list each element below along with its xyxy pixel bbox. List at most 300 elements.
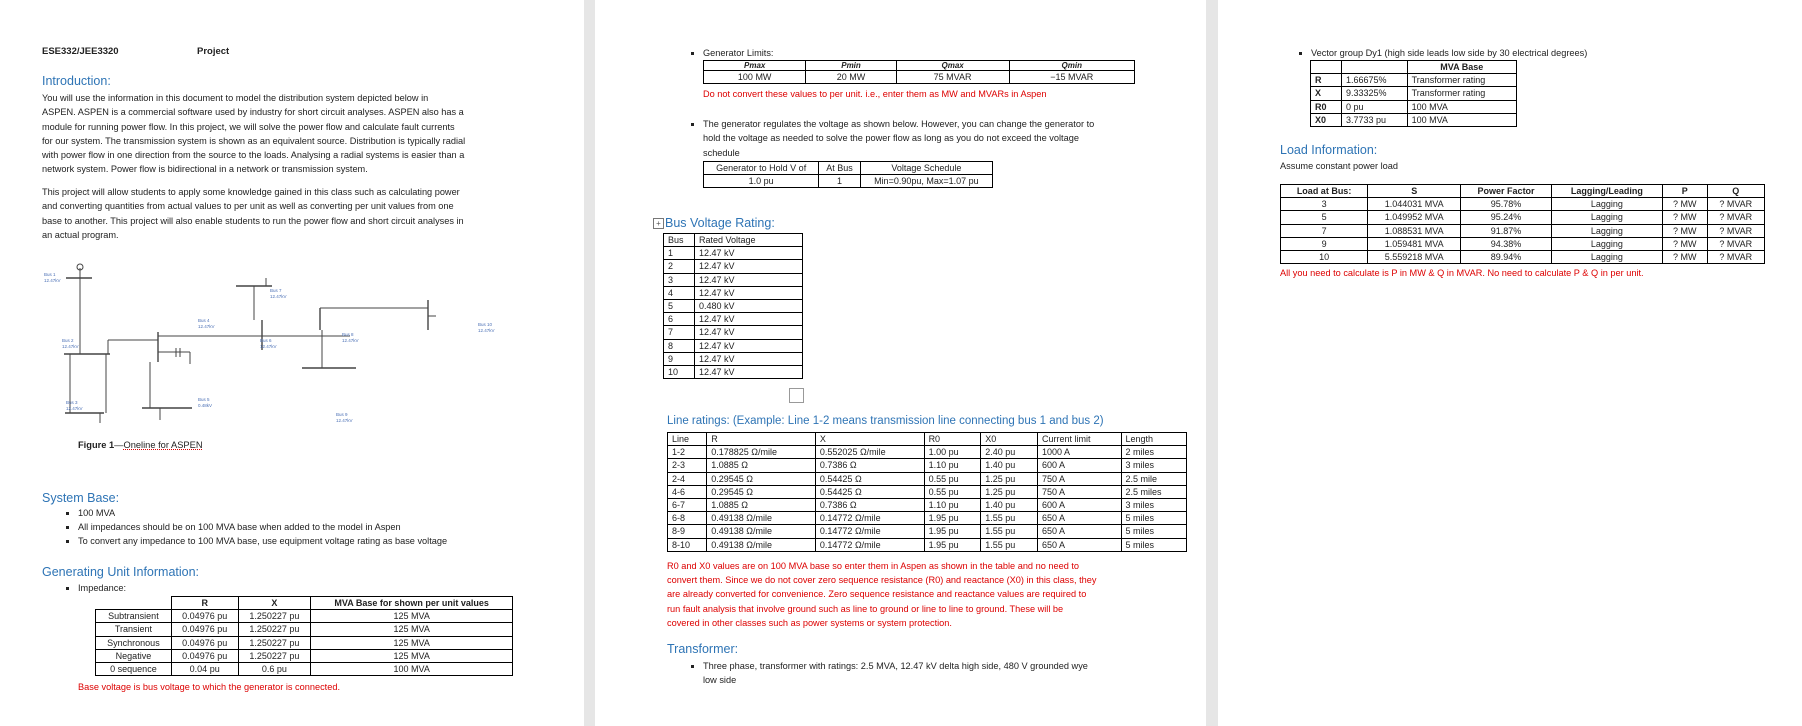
- table-cell: ? MVAR: [1707, 198, 1764, 211]
- table-cell: 3 miles: [1121, 459, 1186, 472]
- table-cell: 95.78%: [1461, 198, 1552, 211]
- regulate-line: schedule: [703, 147, 740, 158]
- page-2: [595, 0, 1206, 726]
- table-header-cell: Voltage Schedule: [860, 162, 992, 175]
- table-cell: 2-3: [668, 459, 707, 472]
- table-cell: 0.29545 Ω: [707, 485, 816, 498]
- table-cell: Transformer rating: [1407, 87, 1516, 100]
- transformer-list: [685, 659, 1195, 688]
- table-header-cell: Q: [1707, 185, 1764, 198]
- table-cell: 4-6: [668, 485, 707, 498]
- bus10-label: Bus 10: [478, 322, 493, 327]
- table-cell: 12.47 kV: [695, 339, 803, 352]
- table-cell: 10: [1281, 250, 1368, 263]
- transformer-text: [703, 659, 1195, 688]
- table-cell: 1.00 pu: [924, 446, 981, 459]
- regulate-list: [685, 117, 1185, 160]
- table-cell: 0.6 pu: [238, 662, 311, 675]
- table-cell: 0 sequence: [96, 662, 172, 675]
- table-cell: 7: [1281, 224, 1368, 237]
- table-cell: Lagging: [1551, 224, 1662, 237]
- table-cell: 9.33325%: [1342, 87, 1408, 100]
- table-cell: Lagging: [1551, 237, 1662, 250]
- table-cell: ? MW: [1662, 250, 1707, 263]
- table-row: [96, 649, 513, 662]
- bus-voltage-table: [663, 233, 803, 379]
- line-note-line: covered in other classes such as power systems or system protection.: [667, 617, 952, 628]
- table-cell: −15 MVAR: [1009, 71, 1134, 84]
- table-cell: 89.94%: [1461, 250, 1552, 263]
- bus5-kv: 0.48kV: [198, 403, 213, 408]
- table-cell: 1.044031 MVA: [1368, 198, 1461, 211]
- table-cell: 95.24%: [1461, 211, 1552, 224]
- line-note-line: R0 and X0 values are on 100 MVA base so enter them in Aspen as shown in the table and no need to: [667, 561, 1080, 571]
- bus-table-wrap: [663, 233, 803, 379]
- table-row: [96, 662, 513, 675]
- table-cell: 12.47 kV: [695, 313, 803, 326]
- table-cell: 1.0 pu: [704, 175, 819, 188]
- table-cell: 3.7733 pu: [1342, 113, 1408, 126]
- table-header-cell: Power Factor: [1461, 185, 1552, 198]
- intro-line: module for running power flow. In this project, we will solve the power flow and calculate fault currents: [42, 121, 455, 132]
- table-header-cell: Rated Voltage: [695, 234, 803, 247]
- table-row: [1281, 250, 1765, 263]
- system-base-item: ▪ To convert any impedance to 100 MVA base, use equipment voltage rating as base voltage: [78, 534, 580, 548]
- table-cell: 1: [819, 175, 860, 188]
- table-cell: 5 miles: [1121, 512, 1186, 525]
- table-cell: 2-4: [668, 472, 707, 485]
- table-cell: ? MW: [1662, 224, 1707, 237]
- table-cell: 0.04976 pu: [171, 636, 238, 649]
- load-note: All you need to calculate is P in MW & Q in MVAR. No need to calculate P & Q in per unit.: [1280, 268, 1644, 278]
- table-row: [668, 472, 1187, 485]
- table-header-cell: P: [1662, 185, 1707, 198]
- table-cell: Lagging: [1551, 211, 1662, 224]
- table-cell: 12.47 kV: [695, 286, 803, 299]
- table-cell: 750 A: [1037, 472, 1121, 485]
- table-header-cell: [1342, 61, 1408, 74]
- impedance-label: ▪ Impedance:: [78, 581, 126, 595]
- table-cell: 0.14772 Ω/mile: [815, 538, 924, 551]
- table-row: [1281, 224, 1765, 237]
- table-cell: ? MVAR: [1707, 224, 1764, 237]
- table-cell: 0 pu: [1342, 100, 1408, 113]
- table-header-row: [96, 597, 513, 610]
- table-header-cell: R: [171, 597, 238, 610]
- table-row: [668, 485, 1187, 498]
- table-cell: 75 MVAR: [896, 71, 1009, 84]
- generator-base-note: Base voltage is bus voltage to which the generator is connected.: [78, 682, 341, 692]
- project-line: and converting quantities from actual values to per unit as well as converting per unit values from one: [42, 201, 454, 212]
- page-3: [1218, 0, 1802, 726]
- table-cell: 8-10: [668, 538, 707, 551]
- table-cell: 8-9: [668, 525, 707, 538]
- line-note-line: run fault analysis that involve ground such as line to ground or line to line to ground. These will be: [667, 603, 1064, 614]
- table-cell: 12.47 kV: [695, 365, 803, 378]
- table-cell: 100 MVA: [1407, 113, 1516, 126]
- table-cell: 9: [664, 352, 695, 365]
- bus7-kv: 12.47kV: [270, 294, 287, 299]
- project-paragraph: [42, 185, 577, 242]
- intro-line: for our system. The transmission system is shown as an equivalent source. Distribution is typically radial: [42, 135, 466, 146]
- table-cell: 0.178825 Ω/mile: [707, 446, 816, 459]
- regulate-line: ▪ The generator regulates the voltage as shown below. However, you can change the generator to: [703, 119, 1095, 129]
- bus9-kv: 12.47kV: [336, 418, 353, 423]
- table-cell: 5: [664, 299, 695, 312]
- figure-caption: Figure 1—Oneline for ASPEN: [78, 440, 203, 450]
- table-header-cell: Qmin: [1009, 61, 1134, 71]
- table-row: [664, 365, 803, 378]
- table-cell: 5 miles: [1121, 538, 1186, 551]
- table-cell: 125 MVA: [311, 649, 513, 662]
- table-row: [668, 498, 1187, 511]
- table-cell: X: [1311, 87, 1342, 100]
- table-header-cell: Pmax: [704, 61, 806, 71]
- intro-line: ASPEN. ASPEN is a commercial software used by industry for short circuit analyses. ASPEN also has a: [42, 107, 464, 118]
- table-cell: 1.250227 pu: [238, 649, 311, 662]
- table-cell: ? MW: [1662, 211, 1707, 224]
- table-cell: 2.5 miles: [1121, 485, 1186, 498]
- table-cell: Min=0.90pu, Max=1.07 pu: [860, 175, 992, 188]
- regulate-text: [703, 117, 1185, 160]
- transformer-heading: Transformer:: [667, 642, 739, 656]
- table-cell: 600 A: [1037, 498, 1121, 511]
- intro-heading: Introduction:: [42, 74, 111, 88]
- table-cell: Transient: [96, 623, 172, 636]
- table-cell: 1.66675%: [1342, 74, 1408, 87]
- intro-line: You will use the information in this document to model the distribution system depicted below in: [42, 93, 429, 103]
- table-cell: 1.059481 MVA: [1368, 237, 1461, 250]
- table-cell: 125 MVA: [311, 636, 513, 649]
- table-cell: 0.7386 Ω: [815, 459, 924, 472]
- table-header-cell: Line: [668, 433, 707, 446]
- table-cell: 1.95 pu: [924, 538, 981, 551]
- project-line: This project will allow students to apply some knowledge gained in this class such as calculating power: [42, 187, 460, 197]
- table-row: [668, 538, 1187, 551]
- table-resize-handle[interactable]: [789, 388, 804, 403]
- table-cell: 1.049952 MVA: [1368, 211, 1461, 224]
- table-cell: 1.250227 pu: [238, 623, 311, 636]
- table-cell: 1.25 pu: [981, 472, 1038, 485]
- table-cell: 94.38%: [1461, 237, 1552, 250]
- table-cell: Subtransient: [96, 610, 172, 623]
- table-cell: 1.10 pu: [924, 459, 981, 472]
- table-header-cell: Pmin: [806, 61, 896, 71]
- bus3-label: Bus 3: [66, 400, 78, 405]
- load-information-table: [1280, 184, 1765, 264]
- table-row: [664, 273, 803, 286]
- table-cell: 0.49138 Ω/mile: [707, 525, 816, 538]
- table-header-cell: At Bus: [819, 162, 860, 175]
- table-cell: 0.04976 pu: [171, 610, 238, 623]
- xfmr-table-wrap: [1310, 60, 1517, 127]
- table-row: [1311, 87, 1517, 100]
- table-cell: 20 MW: [806, 71, 896, 84]
- table-cell: 1.088531 MVA: [1368, 224, 1461, 237]
- table-cell: 1.55 pu: [981, 525, 1038, 538]
- table-cell: 0.49138 Ω/mile: [707, 512, 816, 525]
- table-cell: 1.40 pu: [981, 459, 1038, 472]
- table-cell: 3: [1281, 198, 1368, 211]
- project-label: Project: [197, 46, 230, 57]
- table-header-cell: X0: [981, 433, 1038, 446]
- table-cell: 0.480 kV: [695, 299, 803, 312]
- line-ratings-note: [667, 559, 1187, 630]
- table-cell: 0.14772 Ω/mile: [815, 525, 924, 538]
- table-cell: 100 MVA: [311, 662, 513, 675]
- table-row: [668, 459, 1187, 472]
- load-table-wrap: [1280, 184, 1765, 264]
- table-cell: 1.0885 Ω: [707, 459, 816, 472]
- project-line: an actual program.: [42, 229, 119, 240]
- gen-limits-note: Do not convert these values to per unit. i.e., enter them as MW and MVARs in Aspen: [703, 89, 1047, 99]
- table-header-cell: [96, 597, 172, 610]
- intro-paragraph: [42, 91, 577, 177]
- table-row: [1311, 74, 1517, 87]
- generator-impedance-table-wrap: [95, 596, 513, 676]
- table-cell: 0.04 pu: [171, 662, 238, 675]
- table-cell: Synchronous: [96, 636, 172, 649]
- table-cell: R0: [1311, 100, 1342, 113]
- table-cell: 100 MW: [704, 71, 806, 84]
- table-cell: ? MVAR: [1707, 250, 1764, 263]
- table-cell: 5: [1281, 211, 1368, 224]
- bus8-label: Bus 8: [342, 332, 354, 337]
- table-cell: 650 A: [1037, 538, 1121, 551]
- table-cell: 2 miles: [1121, 446, 1186, 459]
- table-cell: 6-8: [668, 512, 707, 525]
- transformer-line: ▪ Three phase, transformer with ratings: 2.5 MVA, 12.47 kV delta high side, 480 V grounded wye: [703, 661, 1088, 671]
- table-cell: 91.87%: [1461, 224, 1552, 237]
- bus4-label: Bus 4: [198, 318, 210, 323]
- table-row: [664, 260, 803, 273]
- table-cell: 12.47 kV: [695, 247, 803, 260]
- table-cell: 1: [664, 247, 695, 260]
- project-line: base to another. This project will also enable students to run the power flow and short circuit analyses in: [42, 215, 464, 226]
- table-cell: 12.47 kV: [695, 326, 803, 339]
- system-base-heading: System Base:: [42, 491, 120, 505]
- table-cell: Transformer rating: [1407, 74, 1516, 87]
- table-row: [664, 313, 803, 326]
- bus10-kv: 12.47kV: [478, 328, 495, 333]
- table-row: [664, 299, 803, 312]
- table-cell: 600 A: [1037, 459, 1121, 472]
- line-ratings-heading: Line ratings: (Example: Line 1-2 means transmission line connecting bus 1 and bus 2): [667, 415, 1104, 427]
- table-cell: Lagging: [1551, 250, 1662, 263]
- table-cell: 12.47 kV: [695, 260, 803, 273]
- table-header-cell: Qmax: [896, 61, 1009, 71]
- table-cell: ? MW: [1662, 198, 1707, 211]
- line-table-wrap: [667, 432, 1187, 552]
- table-cell: 5 miles: [1121, 525, 1186, 538]
- table-row: [664, 286, 803, 299]
- table-cell: 1000 A: [1037, 446, 1121, 459]
- table-row: [1281, 211, 1765, 224]
- table-cell: 0.54425 Ω: [815, 472, 924, 485]
- intro-line: with power flow in one direction from the source to the loads. Analysing a radial systems is easier than a: [42, 150, 465, 161]
- table-cell: 1-2: [668, 446, 707, 459]
- table-cell: 6: [664, 313, 695, 326]
- table-row: [1311, 100, 1517, 113]
- table-cell: R: [1311, 74, 1342, 87]
- table-cell: 9: [1281, 237, 1368, 250]
- table-cell: 1.40 pu: [981, 498, 1038, 511]
- course-code: ESE332/JEE3320: [42, 46, 119, 57]
- table-header-cell: R0: [924, 433, 981, 446]
- table-row: [704, 175, 993, 188]
- generating-unit-heading: Generating Unit Information:: [42, 565, 200, 579]
- table-row: [1281, 198, 1765, 211]
- table-header-cell: R: [707, 433, 816, 446]
- system-base-list: [60, 506, 580, 548]
- line-ratings-table: [667, 432, 1187, 552]
- table-cell: 0.14772 Ω/mile: [815, 512, 924, 525]
- system-base-item: ▪ All impedances should be on 100 MVA base when added to the model in Aspen: [78, 520, 580, 534]
- table-row: [664, 339, 803, 352]
- load-assume-text: Assume constant power load: [1280, 161, 1398, 171]
- gen-limits-list: [685, 46, 773, 60]
- bus3-kv: 12.47kV: [66, 406, 83, 411]
- hold-table-wrap: [703, 161, 993, 188]
- load-info-heading: Load Information:: [1280, 143, 1378, 157]
- table-header-row: [668, 433, 1187, 446]
- table-row: [1281, 237, 1765, 250]
- table-header-cell: Length: [1121, 433, 1186, 446]
- bus7-label: Bus 7: [270, 288, 282, 293]
- bus6-label: Bus 6: [260, 338, 272, 343]
- table-cell: 7: [664, 326, 695, 339]
- table-cell: 2.5 mile: [1121, 472, 1186, 485]
- table-row: [96, 636, 513, 649]
- table-row: [664, 247, 803, 260]
- transformer-impedance-table: [1310, 60, 1517, 127]
- voltage-hold-table: [703, 161, 993, 188]
- vector-group-text: ▪ Vector group Dy1 (high side leads low side by 30 electrical degrees): [1311, 46, 1587, 60]
- table-cell: 3 miles: [1121, 498, 1186, 511]
- bus2-label: Bus 2: [62, 338, 74, 343]
- table-cell: 1.250227 pu: [238, 636, 311, 649]
- table-move-handle[interactable]: +: [653, 218, 664, 229]
- table-header-cell: S: [1368, 185, 1461, 198]
- table-row: [704, 71, 1135, 84]
- table-header-row: [1311, 61, 1517, 74]
- table-cell: 0.55 pu: [924, 472, 981, 485]
- transformer-line: low side: [703, 675, 737, 686]
- gen-limits-table: [703, 60, 1135, 84]
- table-header-row: [704, 162, 993, 175]
- table-cell: 2: [664, 260, 695, 273]
- table-row: [96, 623, 513, 636]
- bus5-label: Bus 5: [198, 397, 210, 402]
- table-cell: Lagging: [1551, 198, 1662, 211]
- table-cell: 2.40 pu: [981, 446, 1038, 459]
- table-cell: 0.7386 Ω: [815, 498, 924, 511]
- table-cell: 6-7: [668, 498, 707, 511]
- table-cell: Negative: [96, 649, 172, 662]
- table-cell: 0.04976 pu: [171, 649, 238, 662]
- table-header-cell: X: [815, 433, 924, 446]
- table-cell: 1.250227 pu: [238, 610, 311, 623]
- table-cell: 0.54425 Ω: [815, 485, 924, 498]
- table-header-cell: Generator to Hold V of: [704, 162, 819, 175]
- table-cell: 3: [664, 273, 695, 286]
- table-cell: 650 A: [1037, 512, 1121, 525]
- system-base-item: ▪ 100 MVA: [78, 506, 580, 520]
- table-cell: ? MVAR: [1707, 237, 1764, 250]
- table-cell: 0.04976 pu: [171, 623, 238, 636]
- bus4-kv: 12.47kV: [198, 324, 215, 329]
- table-cell: 125 MVA: [311, 610, 513, 623]
- table-cell: 1.95 pu: [924, 512, 981, 525]
- table-cell: ? MVAR: [1707, 211, 1764, 224]
- bus-voltage-heading: Bus Voltage Rating:: [665, 216, 775, 230]
- table-header-cell: Current limit: [1037, 433, 1121, 446]
- bus1-label: Bus 1: [44, 272, 56, 277]
- gen-limits-table-wrap: [703, 60, 1135, 84]
- table-cell: 5.559218 MVA: [1368, 250, 1461, 263]
- table-cell: 12.47 kV: [695, 273, 803, 286]
- table-cell: 750 A: [1037, 485, 1121, 498]
- bus9-label: Bus 9: [336, 412, 348, 417]
- page-1: [0, 0, 584, 726]
- bus6-kv: 12.47kV: [260, 344, 277, 349]
- table-cell: 0.49138 Ω/mile: [707, 538, 816, 551]
- table-cell: 0.552025 Ω/mile: [815, 446, 924, 459]
- regulate-line: hold the voltage as needed to solve the power flow as long as you do not exceed the voltage: [703, 133, 1079, 144]
- table-row: [1311, 113, 1517, 126]
- table-row: [668, 512, 1187, 525]
- table-cell: 12.47 kV: [695, 352, 803, 365]
- bus2-kv: 12.47kV: [62, 344, 79, 349]
- table-header-cell: X: [238, 597, 311, 610]
- table-cell: 650 A: [1037, 525, 1121, 538]
- table-row: [664, 352, 803, 365]
- table-cell: 0.55 pu: [924, 485, 981, 498]
- table-cell: 1.10 pu: [924, 498, 981, 511]
- table-header-cell: Load at Bus:: [1281, 185, 1368, 198]
- table-cell: X0: [1311, 113, 1342, 126]
- table-cell: ? MW: [1662, 237, 1707, 250]
- table-header-cell: Bus: [664, 234, 695, 247]
- impedance-list: [60, 581, 126, 595]
- line-note-line: convert them. Since we do not cover zero sequence resistance (R0) and reactance (X0) in this class, they: [667, 575, 1097, 586]
- table-header-cell: [1311, 61, 1342, 74]
- bus8-kv: 12.47kV: [342, 338, 359, 343]
- table-row: [96, 610, 513, 623]
- table-cell: 100 MVA: [1407, 100, 1516, 113]
- table-cell: 4: [664, 286, 695, 299]
- table-header-row: [1281, 185, 1765, 198]
- line-note-line: are already converted for convenience. Zero sequence resistance and reactance values are required to: [667, 589, 1087, 600]
- table-header-cell: MVA Base for shown per unit values: [311, 597, 513, 610]
- gen-limits-label: ▪ Generator Limits:: [703, 46, 773, 60]
- table-cell: 8: [664, 339, 695, 352]
- table-header-row: [664, 234, 803, 247]
- table-cell: 0.29545 Ω: [707, 472, 816, 485]
- table-row: [668, 525, 1187, 538]
- table-header-row: [704, 61, 1135, 71]
- bus1-kv: 12.47kV: [44, 278, 61, 283]
- table-cell: 10: [664, 365, 695, 378]
- table-cell: 1.25 pu: [981, 485, 1038, 498]
- table-cell: 125 MVA: [311, 623, 513, 636]
- table-row: [668, 446, 1187, 459]
- oneline-diagram: [40, 258, 520, 428]
- table-cell: 1.55 pu: [981, 538, 1038, 551]
- table-header-cell: MVA Base: [1407, 61, 1516, 74]
- table-header-cell: Lagging/Leading: [1551, 185, 1662, 198]
- intro-line: network system. Power flow is bidirectional in a network or transmission system.: [42, 164, 368, 175]
